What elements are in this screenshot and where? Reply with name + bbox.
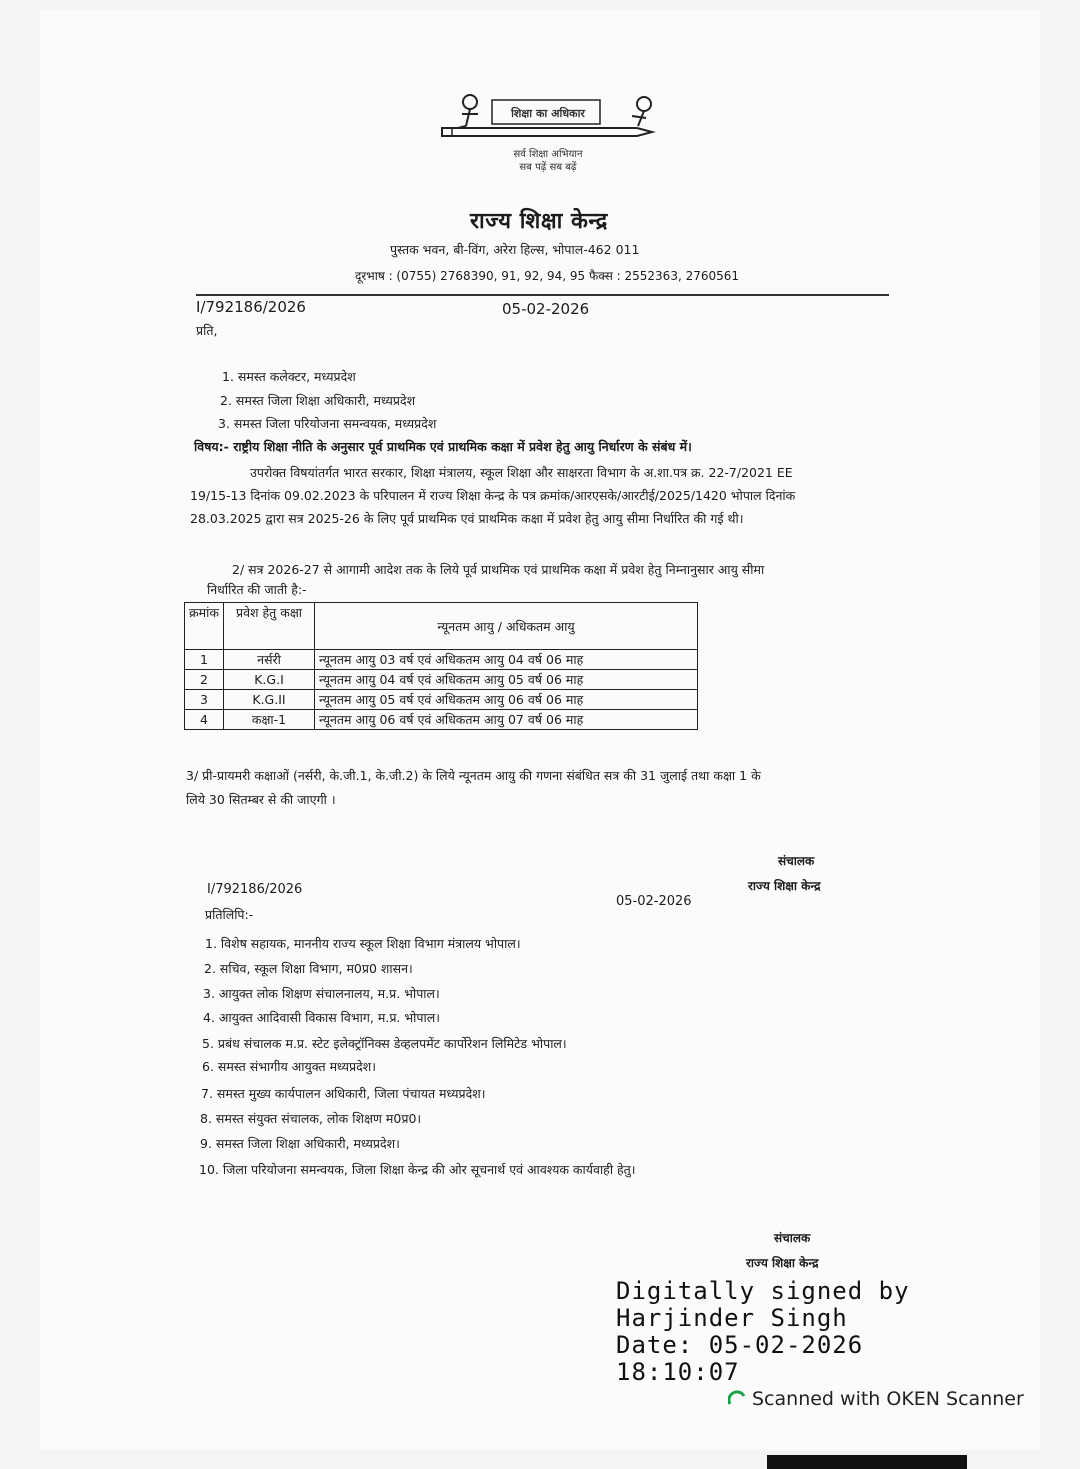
copy-list-item: 8. समस्त संयुक्त संचालक, लोक शिक्षण म0प्र0।	[200, 1111, 422, 1126]
digital-signature-line: Digitally signed by	[616, 1277, 910, 1305]
copy-heading: प्रतिलिपि:-	[205, 907, 254, 922]
cell-serial: 3	[185, 690, 224, 710]
copy-list-item: 9. समस्त जिला शिक्षा अधिकारी, मध्यप्रदेश।	[200, 1136, 400, 1151]
cell-serial: 1	[185, 650, 224, 670]
recipient-item: 1. समस्त कलेक्टर, मध्यप्रदेश	[222, 369, 356, 384]
letter-date: 05-02-2026	[502, 300, 590, 318]
cell-age: न्यूनतम आयु 05 वर्ष एवं अधिकतम आयु 06 वर्ष 06 माह	[315, 690, 698, 710]
copy-signatory-title: संचालक	[774, 1231, 811, 1245]
copy-list-item: 3. आयुक्त लोक शिक्षण संचालनालय, म.प्र. भोपाल।	[203, 986, 440, 1001]
header-divider	[196, 294, 889, 296]
col-header-age: न्यूनतम आयु / अधिकतम आयु	[315, 603, 698, 650]
digital-signature-date: Date: 05-02-2026	[616, 1331, 864, 1359]
rsk-logo	[432, 92, 664, 172]
org-phone: दूरभाष : (0755) 2768390, 91, 92, 94, 95 फैक्स : 2552363, 2760561	[355, 269, 740, 283]
copy-list-item: 1. विशेष सहायक, माननीय राज्य स्कूल शिक्षा विभाग मंत्रालय भोपाल।	[205, 936, 521, 951]
table-row	[185, 710, 698, 730]
org-address: पुस्तक भवन, बी-विंग, अरेरा हिल्स, भोपाल-462 011	[390, 242, 640, 257]
para1-line: 19/15-13 दिनांक 09.02.2023 के परिपालन में राज्य शिक्षा केन्द्र के पत्र क्रमांक/आरएसके/आरटीई/2025/1420 भोपाल दिनांक	[190, 488, 796, 503]
scanner-watermark: Scanned with OKEN Scanner	[752, 1388, 1024, 1410]
para2-line: निर्धारित की जाती है:-	[207, 582, 307, 597]
para3-line: लिये 30 सितम्बर से की जाएगी ।	[186, 792, 336, 807]
cell-serial: 2	[185, 670, 224, 690]
cell-serial: 4	[185, 710, 224, 730]
col-header-class: प्रवेश हेतु कक्षा	[224, 603, 315, 650]
table-row	[185, 690, 698, 710]
para1-line: 28.03.2025 द्वारा सत्र 2025-26 के लिए पूर्व प्राथमिक एवं प्राथमिक कक्षा में प्रवेश हेतु आयु सीमा निर्धारित की गई थी।	[190, 511, 744, 526]
cell-class: K.G.II	[224, 690, 315, 710]
digital-signature-stamp	[616, 1278, 910, 1386]
subject-line: विषय:- राष्ट्रीय शिक्षा नीति के अनुसार पूर्व प्राथमिक एवं प्राथमिक कक्षा में प्रवेश हेतु आयु निर्धारण के संबंध में।	[194, 439, 692, 454]
bottom-edge-bar	[767, 1455, 967, 1469]
digital-signature-name: Harjinder Singh	[616, 1304, 848, 1332]
cell-class: कक्षा-1	[224, 710, 315, 730]
cell-age: न्यूनतम आयु 06 वर्ष एवं अधिकतम आयु 07 वर्ष 06 माह	[315, 710, 698, 730]
table-header-row	[185, 603, 698, 650]
logo-tagline-1: सर्व शिक्षा अभियान	[513, 149, 583, 160]
copy-reference-number: I/792186/2026	[207, 882, 303, 897]
table-row	[185, 670, 698, 690]
para3-line: 3/ प्री-प्रायमरी कक्षाओं (नर्सरी, के.जी.1, के.जी.2) के लिये न्यूनतम आयु की गणना संबंधित सत्र की 31 जुलाई तथा कक्षा 1 के	[186, 768, 761, 783]
salutation-to: प्रति,	[196, 323, 218, 338]
logo-label: शिक्षा का अधिकार	[511, 107, 585, 120]
logo-tagline-2: सब पढ़ें सब बढ़ें	[519, 162, 577, 173]
copy-date: 05-02-2026	[616, 894, 692, 909]
cell-class: K.G.I	[224, 670, 315, 690]
para1-line: उपरोक्त विषयांतर्गत भारत सरकार, शिक्षा मंत्रालय, स्कूल शिक्षा और साक्षरता विभाग के अ.शा.पत्र क्र. 22-7/2021 EE	[250, 465, 793, 480]
recipient-item: 3. समस्त जिला परियोजना समन्वयक, मध्यप्रदेश	[218, 416, 437, 431]
signatory-title: संचालक	[778, 854, 815, 868]
copy-list-item: 5. प्रबंध संचालक म.प्र. स्टेट इलेक्ट्रॉनिक्स डेव्हलपमेंट कार्पोरेशन लिमिटेड भोपाल।	[202, 1036, 567, 1051]
org-title: राज्य शिक्षा केन्द्र	[470, 209, 608, 234]
cell-age: न्यूनतम आयु 03 वर्ष एवं अधिकतम आयु 04 वर्ष 06 माह	[315, 650, 698, 670]
copy-list-item: 2. सचिव, स्कूल शिक्षा विभाग, म0प्र0 शासन।	[204, 961, 413, 976]
cell-class: नर्सरी	[224, 650, 315, 670]
para2-line: 2/ सत्र 2026-27 से आगामी आदेश तक के लिये पूर्व प्राथमिक एवं प्राथमिक कक्षा में प्रवेश हेतु निम्नानुसार आयु सीमा	[232, 562, 765, 577]
copy-list-item: 7. समस्त मुख्य कार्यपालन अधिकारी, जिला पंचायत मध्यप्रदेश।	[201, 1086, 486, 1101]
copy-list-item: 10. जिला परियोजना समन्वयक, जिला शिक्षा केन्द्र की ओर सूचनार्थ एवं आवश्यक कार्यवाही हेतु।	[199, 1162, 636, 1177]
digital-signature-time: 18:10:07	[616, 1358, 740, 1386]
signatory-org: राज्य शिक्षा केन्द्र	[748, 879, 821, 893]
table-row	[185, 650, 698, 670]
cell-age: न्यूनतम आयु 04 वर्ष एवं अधिकतम आयु 05 वर्ष 06 माह	[315, 670, 698, 690]
copy-list-item: 6. समस्त संभागीय आयुक्त मध्यप्रदेश।	[202, 1059, 376, 1074]
recipient-item: 2. समस्त जिला शिक्षा अधिकारी, मध्यप्रदेश	[220, 393, 416, 408]
reference-number: I/792186/2026	[196, 298, 306, 316]
copy-list-item: 4. आयुक्त आदिवासी विकास विभाग, म.प्र. भोपाल।	[203, 1010, 440, 1025]
copy-signatory-org: राज्य शिक्षा केन्द्र	[746, 1256, 819, 1270]
scanner-logo-icon	[728, 1390, 746, 1406]
col-header-serial: क्रमांक	[185, 603, 224, 650]
age-limit-table	[184, 602, 698, 730]
